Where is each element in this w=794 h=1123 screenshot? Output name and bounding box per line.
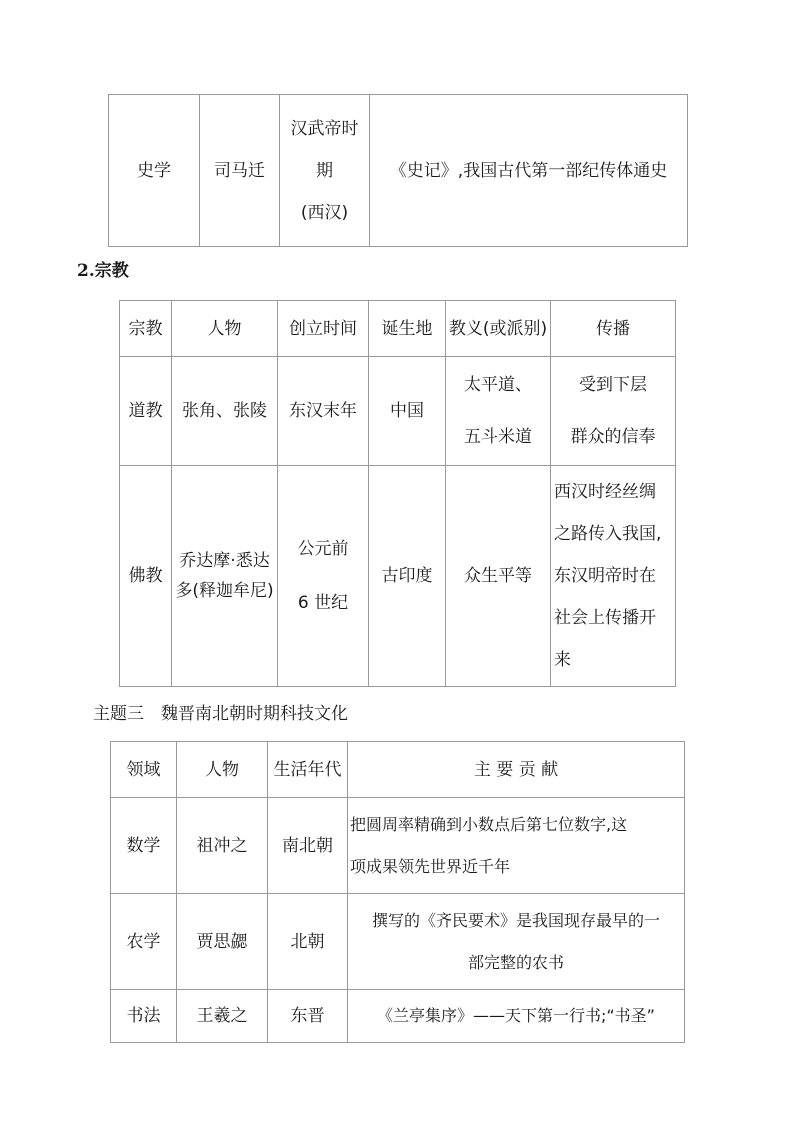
doctrine-cell: 众生平等 — [446, 466, 551, 687]
section-heading-theme3: 主题三 魏晋南北朝时期科技文化 — [93, 704, 348, 724]
header-cell: 宗教 — [120, 301, 172, 357]
origin-cell: 中国 — [369, 357, 446, 466]
science-culture-table — [110, 741, 685, 1043]
field-cell: 数学 — [111, 798, 177, 894]
field-cell: 农学 — [111, 894, 177, 990]
header-cell: 生活年代 — [268, 742, 348, 798]
table-row — [111, 990, 685, 1043]
religion-table — [119, 300, 676, 687]
person-cell: 司马迁 — [200, 95, 280, 247]
table-row — [109, 95, 688, 247]
header-cell: 主 要 贡 献 — [348, 742, 685, 798]
header-cell: 创立时间 — [278, 301, 369, 357]
person-cell: 贾思勰 — [177, 894, 268, 990]
table-row — [120, 357, 676, 466]
section-heading-religion: 2.宗教 — [77, 261, 129, 281]
table-row — [111, 798, 685, 894]
contribution-cell: 撰写的《齐民要术》是我国现存最早的一 部完整的农书 — [348, 894, 685, 990]
table-row — [120, 466, 676, 687]
era-cell: 北朝 — [268, 894, 348, 990]
person-cell: 张角、张陵 — [172, 357, 278, 466]
doctrine-cell: 太平道、 五斗米道 — [446, 357, 551, 466]
contribution-cell: 《史记》,我国古代第一部纪传体通史 — [370, 95, 688, 247]
person-cell: 乔达摩·悉达 多(释迦牟尼) — [172, 466, 278, 687]
era-cell: 南北朝 — [268, 798, 348, 894]
contribution-cell: 《兰亭集序》——天下第一行书;“书圣” — [348, 990, 685, 1043]
contribution-cell: 把圆周率精确到小数点后第七位数字,这 项成果领先世界近千年 — [348, 798, 685, 894]
header-cell: 人物 — [177, 742, 268, 798]
table-header-row — [111, 742, 685, 798]
field-cell: 史学 — [109, 95, 200, 247]
table-row — [111, 894, 685, 990]
founded-cell: 东汉末年 — [278, 357, 369, 466]
header-cell: 领域 — [111, 742, 177, 798]
founded-cell: 公元前 6 世纪 — [278, 466, 369, 687]
spread-cell: 西汉时经丝绸 之路传入我国, 东汉明帝时在 社会上传播开 来 — [551, 466, 676, 687]
spread-cell: 受到下层 群众的信奉 — [551, 357, 676, 466]
person-cell: 王羲之 — [177, 990, 268, 1043]
religion-cell: 道教 — [120, 357, 172, 466]
culture-table-continued — [108, 94, 688, 247]
period-cell: 汉武帝时 期 (西汉) — [280, 95, 370, 247]
era-cell: 东晋 — [268, 990, 348, 1043]
person-cell: 祖冲之 — [177, 798, 268, 894]
header-cell: 人物 — [172, 301, 278, 357]
religion-cell: 佛教 — [120, 466, 172, 687]
header-cell: 教义(或派别) — [446, 301, 551, 357]
origin-cell: 古印度 — [369, 466, 446, 687]
header-cell: 传播 — [551, 301, 676, 357]
header-cell: 诞生地 — [369, 301, 446, 357]
table-header-row — [120, 301, 676, 357]
field-cell: 书法 — [111, 990, 177, 1043]
